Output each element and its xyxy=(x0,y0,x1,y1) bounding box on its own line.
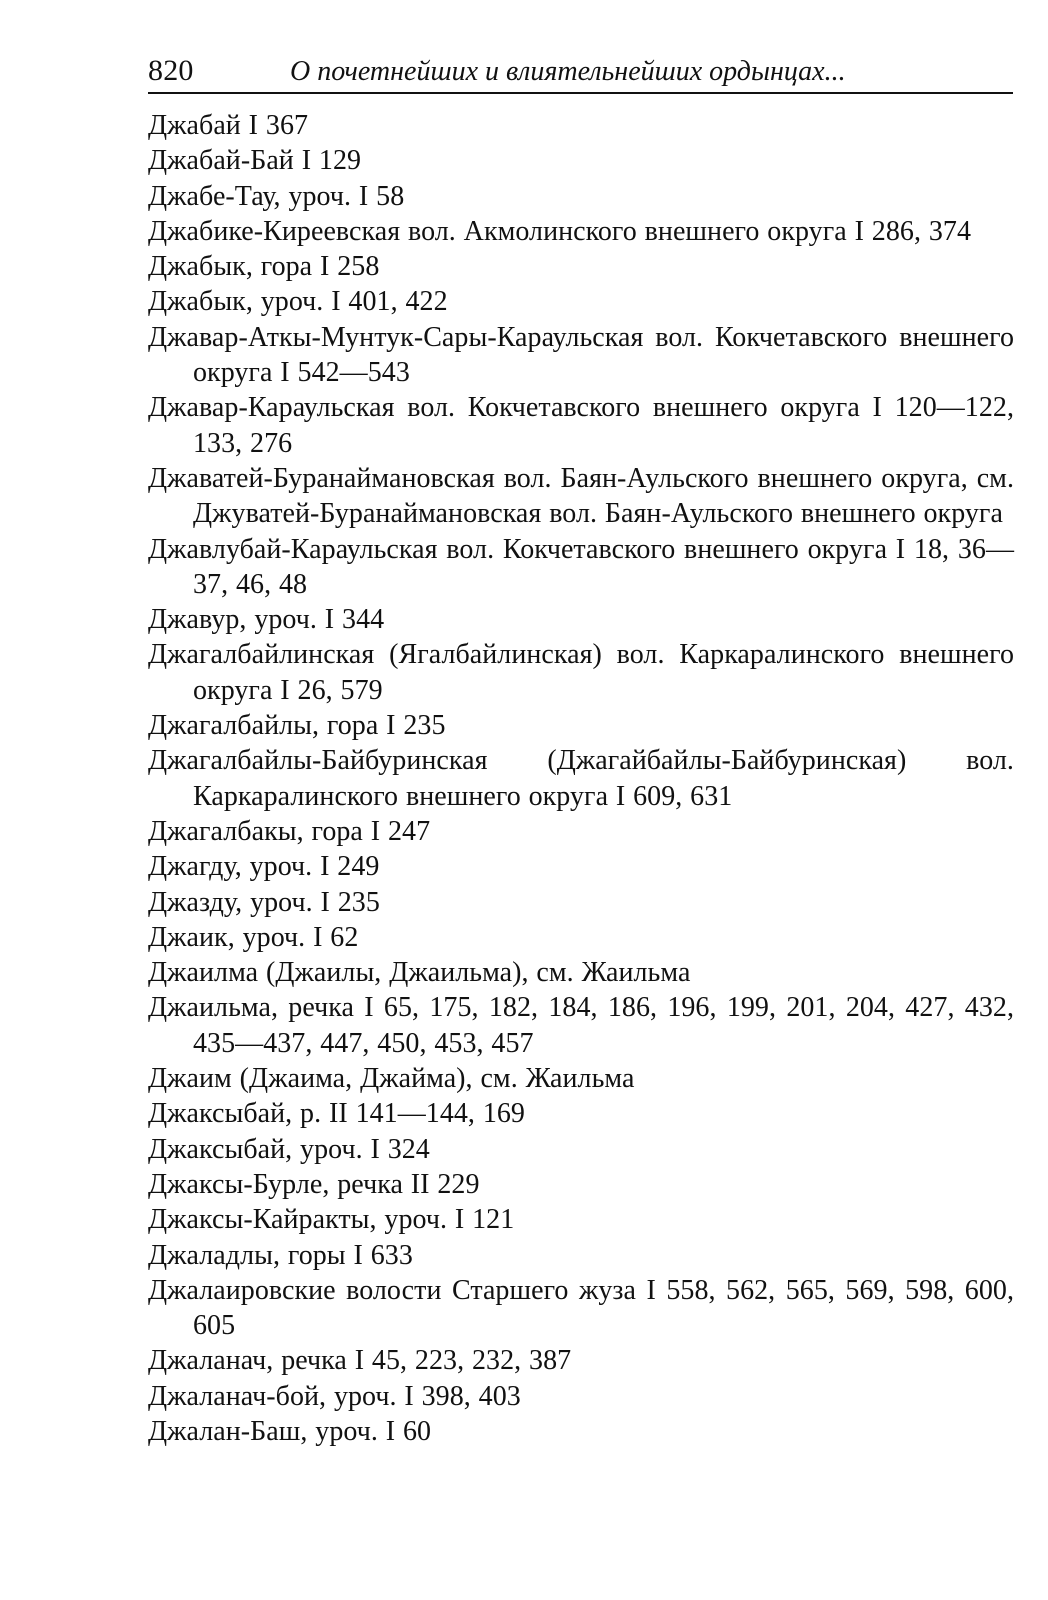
index-entry: Джабике-Киреевская вол. Акмолинского внешнего округа I 286, 374 xyxy=(148,215,972,247)
index-entry: Джабе-Тау, уроч. I 58 xyxy=(148,180,405,212)
index-entry: Джаланач-бой, уроч. I 398, 403 xyxy=(148,1380,521,1412)
index-entry: Джаксыбай, р. II 141—144, 169 xyxy=(148,1098,525,1130)
index-entry: Джаладлы, горы I 633 xyxy=(148,1239,413,1271)
header-rule xyxy=(148,92,1013,94)
index-entry: Джавлубай-Караульская вол. Кокчетавского внешнего округа I 18, 36—37, 46, 48 xyxy=(148,533,1014,600)
index-entry: Джаксыбай, уроч. I 324 xyxy=(148,1133,430,1165)
index-entry-list xyxy=(148,108,1014,1449)
index-entry: Джагалбайлинская (Ягалбайлинская) вол. Каркаралинского внешнего округа I 26, 579 xyxy=(148,639,1014,706)
page-number: 820 xyxy=(148,54,194,87)
index-entry: Джабай I 367 xyxy=(148,110,309,141)
index-entry: Джабык, гора I 258 xyxy=(148,251,380,283)
index-entry: Джабык, уроч. I 401, 422 xyxy=(148,286,448,318)
index-entry: Джавар-Аткы-Мунтук-Сары-Караульская вол. Кокчетавского внешнего округа I 542—543 xyxy=(148,321,1014,389)
index-entry: Джаик, уроч. I 62 xyxy=(148,921,359,953)
index-entry: Джаилма (Джаилы, Джаильма), см. Жаильма xyxy=(148,957,691,989)
index-entry: Джагду, уроч. I 249 xyxy=(148,851,380,883)
index-entry: Джавар-Караульская вол. Кокчетавского внешнего округа I 120—122, 133, 276 xyxy=(148,392,1014,459)
index-entry: Джаватей-Буранаймановская вол. Баян-Аульского внешнего округа, см. Джуватей-Буранаймановская вол. Баян-Аульского внешнего округа xyxy=(148,462,1014,530)
index-entry: Джагалбайлы, гора I 235 xyxy=(148,710,446,742)
index-entry: Джалаировские волости Старшего жуза I 558, 562, 565, 569, 598, 600, 605 xyxy=(148,1274,1014,1342)
index-entry: Джагалбайлы-Байбуринская (Джагайбайлы-Байбуринская) вол. Каркаралинского внешнего округа I 609, 631 xyxy=(148,745,1014,812)
index-entry: Джазду, уроч. I 235 xyxy=(148,886,380,918)
index-entry: Джавур, уроч. I 344 xyxy=(148,604,385,636)
index-entry: Джаильма, речка I 65, 175, 182, 184, 186, 196, 199, 201, 204, 427, 432, 435—437, 447, 450, 453, 457 xyxy=(148,992,1014,1059)
index-entry: Джаксы-Бурле, речка II 229 xyxy=(148,1168,480,1200)
page-header xyxy=(148,52,1012,96)
index-entry: Джаим (Джаима, Джайма), см. Жаильма xyxy=(148,1063,635,1095)
index-entry: Джаксы-Кайракты, уроч. I 121 xyxy=(148,1204,515,1236)
index-entry: Джабай-Бай I 129 xyxy=(148,145,362,177)
index-entry: Джагалбакы, гора I 247 xyxy=(148,815,431,847)
index-entry: Джалан-Баш, уроч. I 60 xyxy=(148,1415,432,1447)
running-title: О почетнейших и влиятельнейших ордынцах... xyxy=(290,56,846,87)
index-entry: Джаланач, речка I 45, 223, 232, 387 xyxy=(148,1345,572,1377)
